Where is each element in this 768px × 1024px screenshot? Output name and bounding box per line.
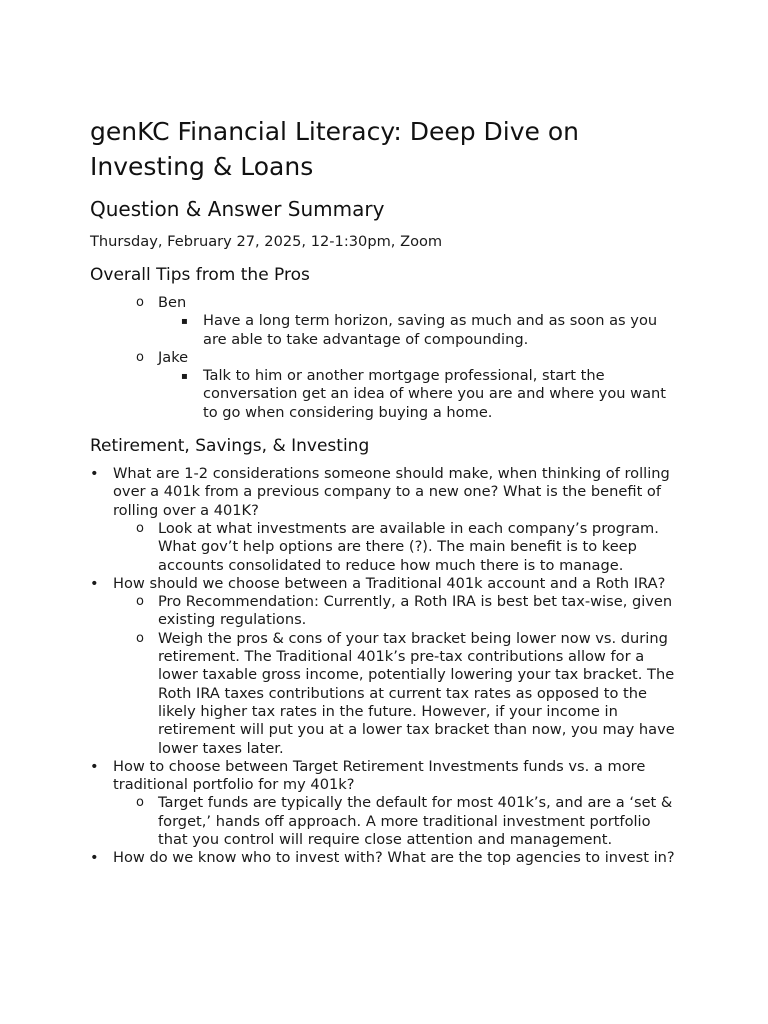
disc-bullet-icon: • (90, 465, 99, 483)
tips-point-list (158, 312, 680, 349)
hollow-bullet-icon: o (136, 349, 144, 365)
tips-point-item (181, 367, 680, 422)
tips-list (90, 294, 680, 422)
answer-list (113, 520, 680, 575)
disc-bullet-icon: • (90, 574, 99, 592)
question-text: How should we choose between a Traditional 401k account and a Roth IRA? (113, 574, 666, 592)
square-bullet-icon: ▪ (181, 371, 188, 383)
tips-person-item (136, 294, 680, 349)
question-text: What are 1-2 considerations someone should make, when thinking of rolling over a 401k from a previous company to a new one? What is the benefit of rolling over a 401K? (113, 465, 670, 519)
question-item (90, 849, 680, 867)
question-item (90, 465, 680, 575)
answer-item (136, 794, 680, 849)
question-text: How to choose between Target Retirement Investments funds vs. a more traditional portfolio for my 401k? (113, 757, 646, 794)
answer-item (136, 519, 680, 575)
retirement-heading: Retirement, Savings, & Investing (90, 436, 370, 457)
answer-list (113, 794, 680, 849)
answer-item (136, 593, 680, 630)
tips-person-item (136, 348, 680, 422)
question-item (90, 757, 680, 849)
disc-bullet-icon: • (90, 849, 99, 867)
question-text: How do we know who to invest with? What are the top agencies to invest in? (113, 849, 675, 867)
hollow-bullet-icon: o (136, 520, 144, 536)
disc-bullet-icon: • (90, 757, 99, 775)
answer-text: Look at what investments are available in each company’s program. What gov’t help options are there (?). The main benefit is to keep accounts consolidated to reduce how much there is to manage. (158, 519, 659, 574)
tips-point-text: Talk to him or another mortgage professional, start the conversation get an idea of where you are and where you want to go when considering buying a home. (203, 367, 666, 421)
tips-person-name: Ben (158, 294, 187, 311)
answer-text: Pro Recommendation: Currently, a Roth IRA is best bet tax-wise, given existing regulations. (158, 593, 673, 629)
hollow-bullet-icon: o (136, 630, 144, 646)
hollow-bullet-icon: o (136, 795, 144, 811)
hollow-bullet-icon: o (136, 295, 144, 310)
answer-list (113, 593, 680, 758)
tips-heading: Overall Tips from the Pros (90, 265, 310, 285)
question-item (90, 574, 680, 758)
hollow-bullet-icon: o (136, 594, 144, 610)
answer-text: Weigh the pros & cons of your tax bracket being lower now vs. during retirement. The Traditional 401k’s pre-tax contributions allow for a lower taxable gross income, potentially lowering your tax bracket. The Roth IRA taxes contributions at current tax rates as opposed to the likely higher tax rates in the future. However, if your income in retirement will put you at a lower tax bracket than now, you may have lower taxes later. (158, 629, 675, 757)
meeting-date: Thursday, February 27, 2025, 12-1:30pm, Zoom (90, 233, 443, 250)
tips-person-name: Jake (158, 348, 189, 366)
answer-text: Target funds are typically the default for most 401k’s, and are a ‘set & forget,’ hands off approach. A more traditional investment portfolio that you control will require close attention and management. (158, 794, 673, 849)
document-subtitle: Question & Answer Summary (90, 197, 385, 221)
answer-item (136, 629, 680, 758)
square-bullet-icon: ▪ (181, 316, 188, 328)
tips-point-item (181, 312, 680, 349)
tips-point-list (158, 367, 680, 422)
document-title: genKC Financial Literacy: Deep Dive on Investing & Loans (90, 117, 579, 181)
retirement-question-list (90, 465, 680, 868)
tips-point-text: Have a long term horizon, saving as much and as soon as you are able to take advantage of compounding. (203, 312, 658, 348)
document-page (90, 114, 680, 868)
